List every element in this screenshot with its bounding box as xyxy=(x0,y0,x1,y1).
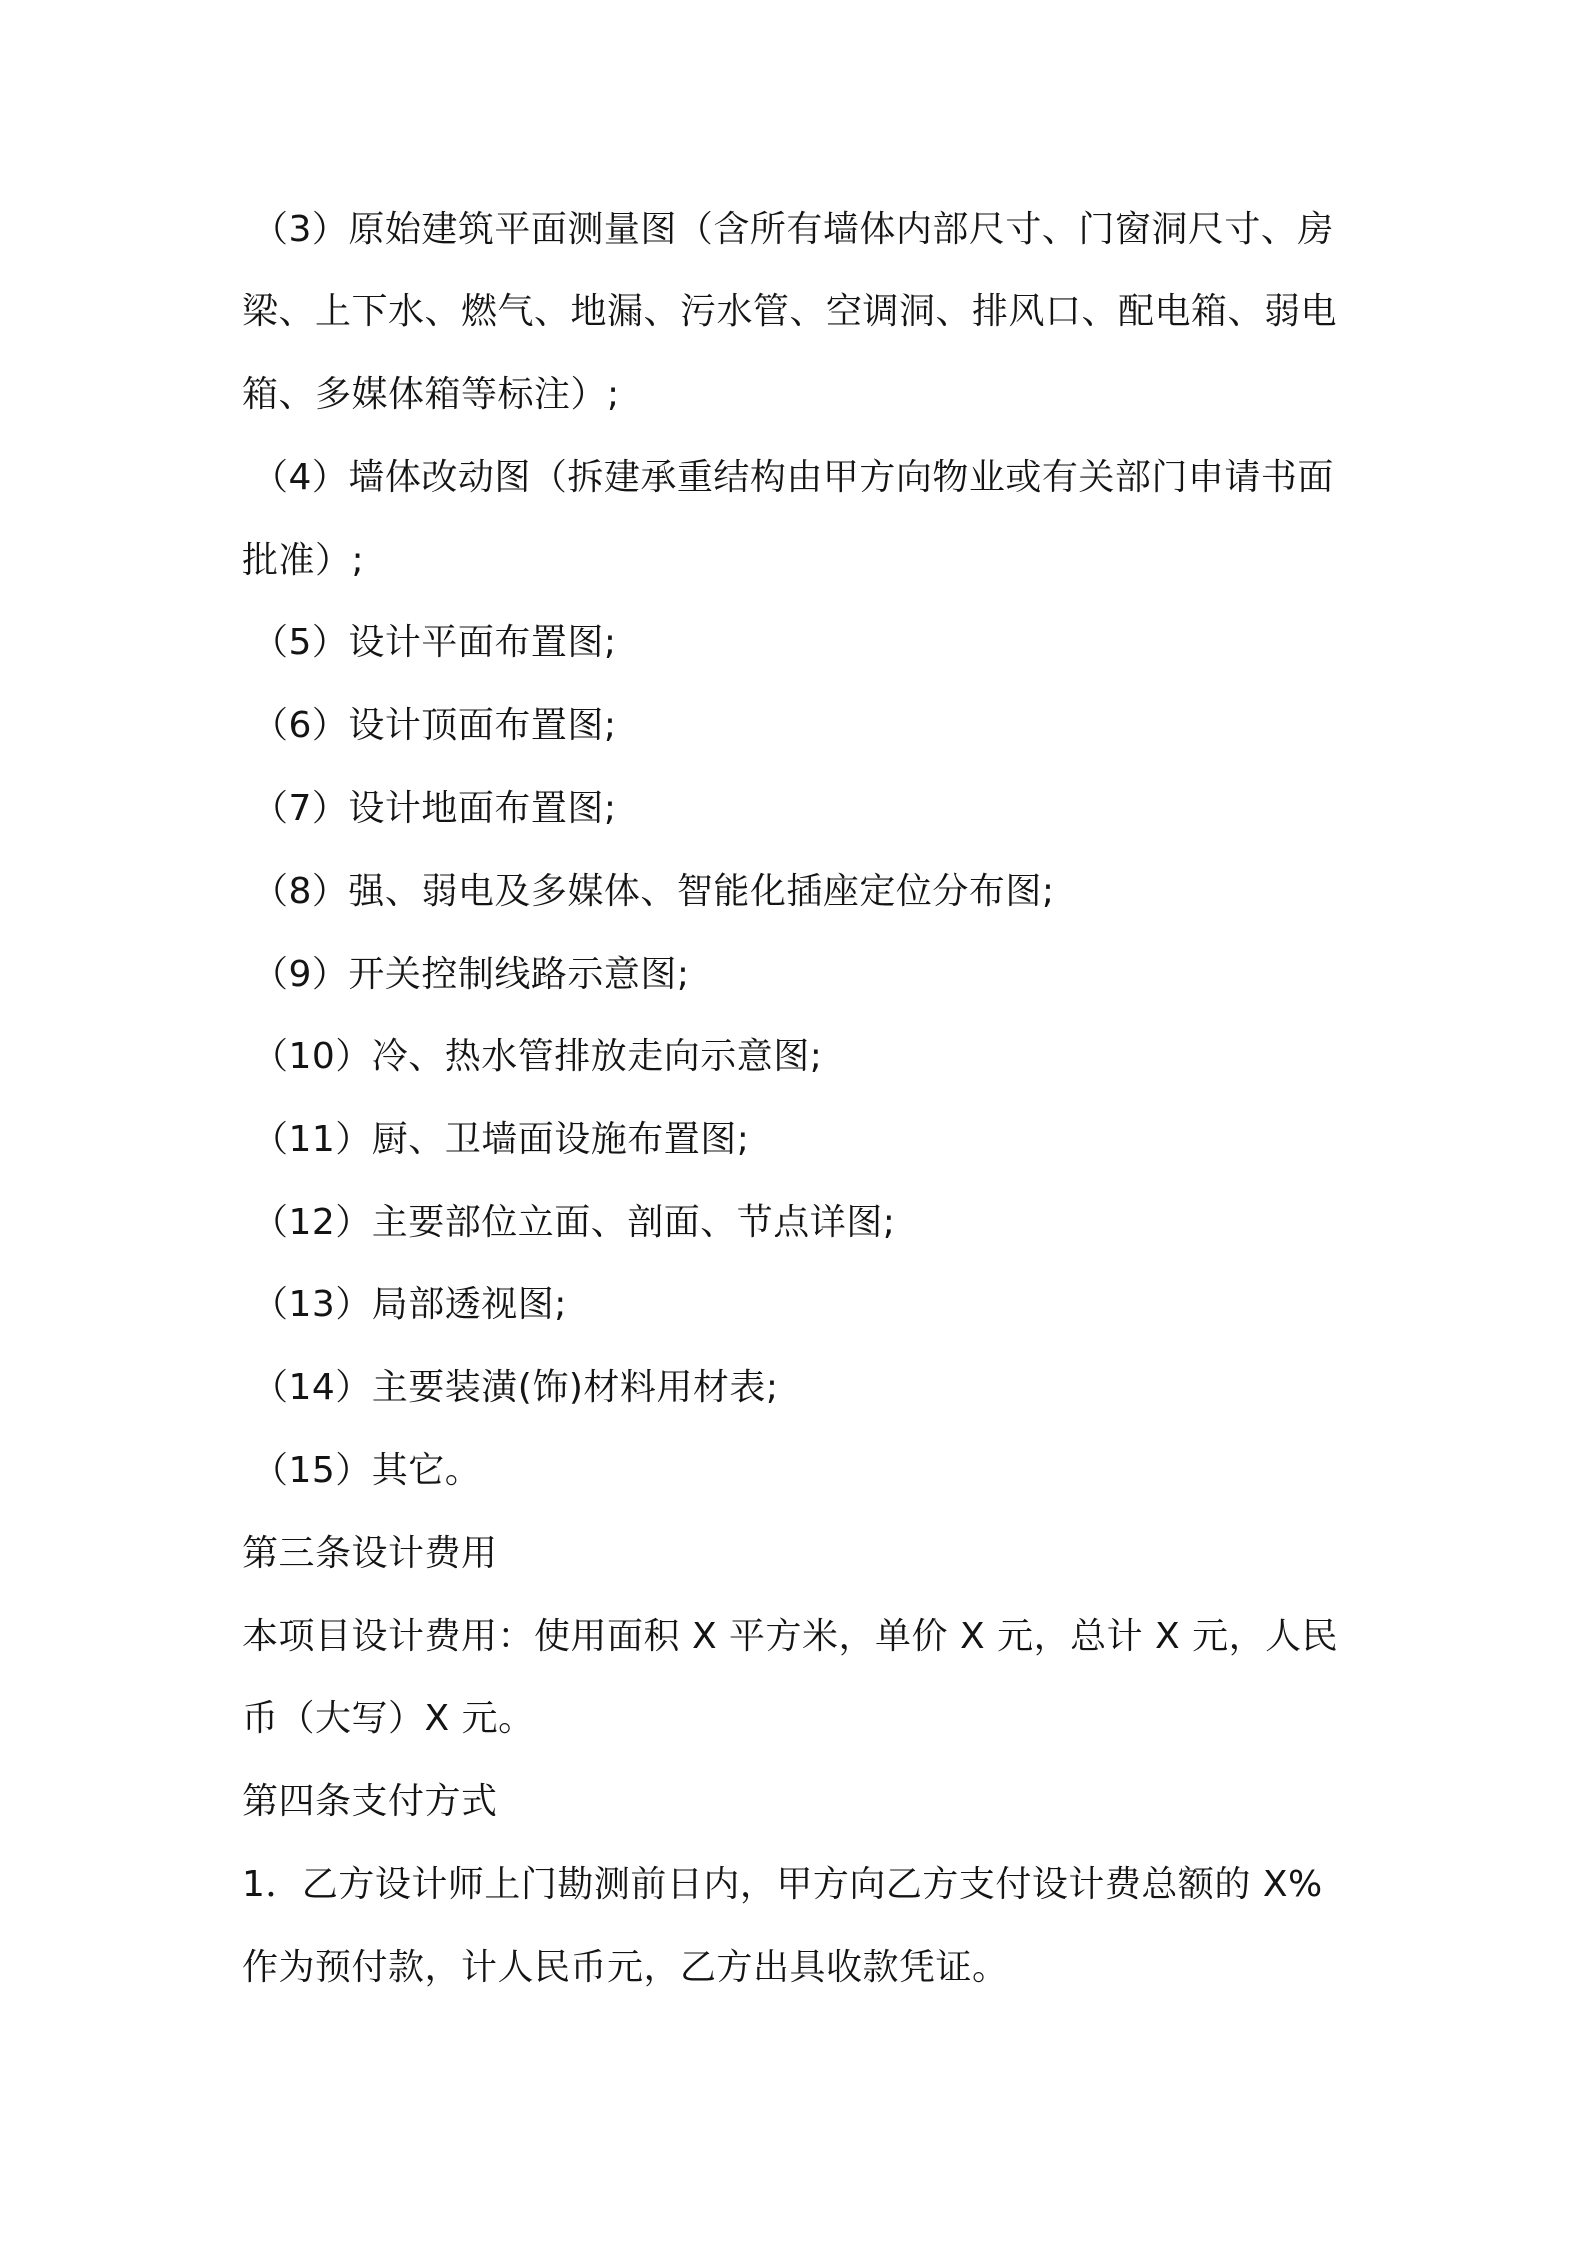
list-item-11: （11）厨、卫墙面设施布置图; xyxy=(252,1119,750,1160)
list-item-4-line-1: （4）墙体改动图（拆建承重结构由甲方向物业或有关部门申请书面 xyxy=(252,457,1334,498)
list-item-3-line-2: 梁、上下水、燃气、地漏、污水管、空调洞、排风口、配电箱、弱电 xyxy=(242,291,1338,332)
section-heading-4: 第四条支付方式 xyxy=(242,1781,498,1822)
payment-item-1-line-2: 作为预付款，计人民币元，乙方出具收款凭证。 xyxy=(242,1947,1009,1988)
list-item-7: （7）设计地面布置图; xyxy=(252,788,617,829)
fee-paragraph-line-1: 本项目设计费用：使用面积 X 平方米，单价 X 元，总计 X 元，人民 xyxy=(242,1616,1339,1657)
list-item-5: （5）设计平面布置图; xyxy=(252,622,617,663)
list-item-9: （9）开关控制线路示意图; xyxy=(252,954,690,995)
list-item-12: （12）主要部位立面、剖面、节点详图; xyxy=(252,1202,896,1243)
payment-item-1-line-1: 1．乙方设计师上门勘测前日内，甲方向乙方支付设计费总额的 X% xyxy=(242,1864,1323,1905)
fee-paragraph-line-2: 币（大写）X 元。 xyxy=(242,1698,535,1739)
list-item-10: （10）冷、热水管排放走向示意图; xyxy=(252,1036,823,1077)
list-item-3-line-3: 箱、多媒体箱等标注）; xyxy=(242,374,620,415)
list-item-8: （8）强、弱电及多媒体、智能化插座定位分布图; xyxy=(252,871,1055,912)
list-item-6: （6）设计顶面布置图; xyxy=(252,705,617,746)
list-item-4-line-2: 批准）; xyxy=(242,540,365,581)
list-item-3-line-1: （3）原始建筑平面测量图（含所有墙体内部尺寸、门窗洞尺寸、房 xyxy=(252,209,1334,250)
section-heading-3: 第三条设计费用 xyxy=(242,1533,498,1574)
list-item-13: （13）局部透视图; xyxy=(252,1284,567,1325)
list-item-14: （14）主要装潢(饰)材料用材表; xyxy=(252,1367,779,1408)
list-item-15: （15）其它。 xyxy=(252,1450,482,1491)
